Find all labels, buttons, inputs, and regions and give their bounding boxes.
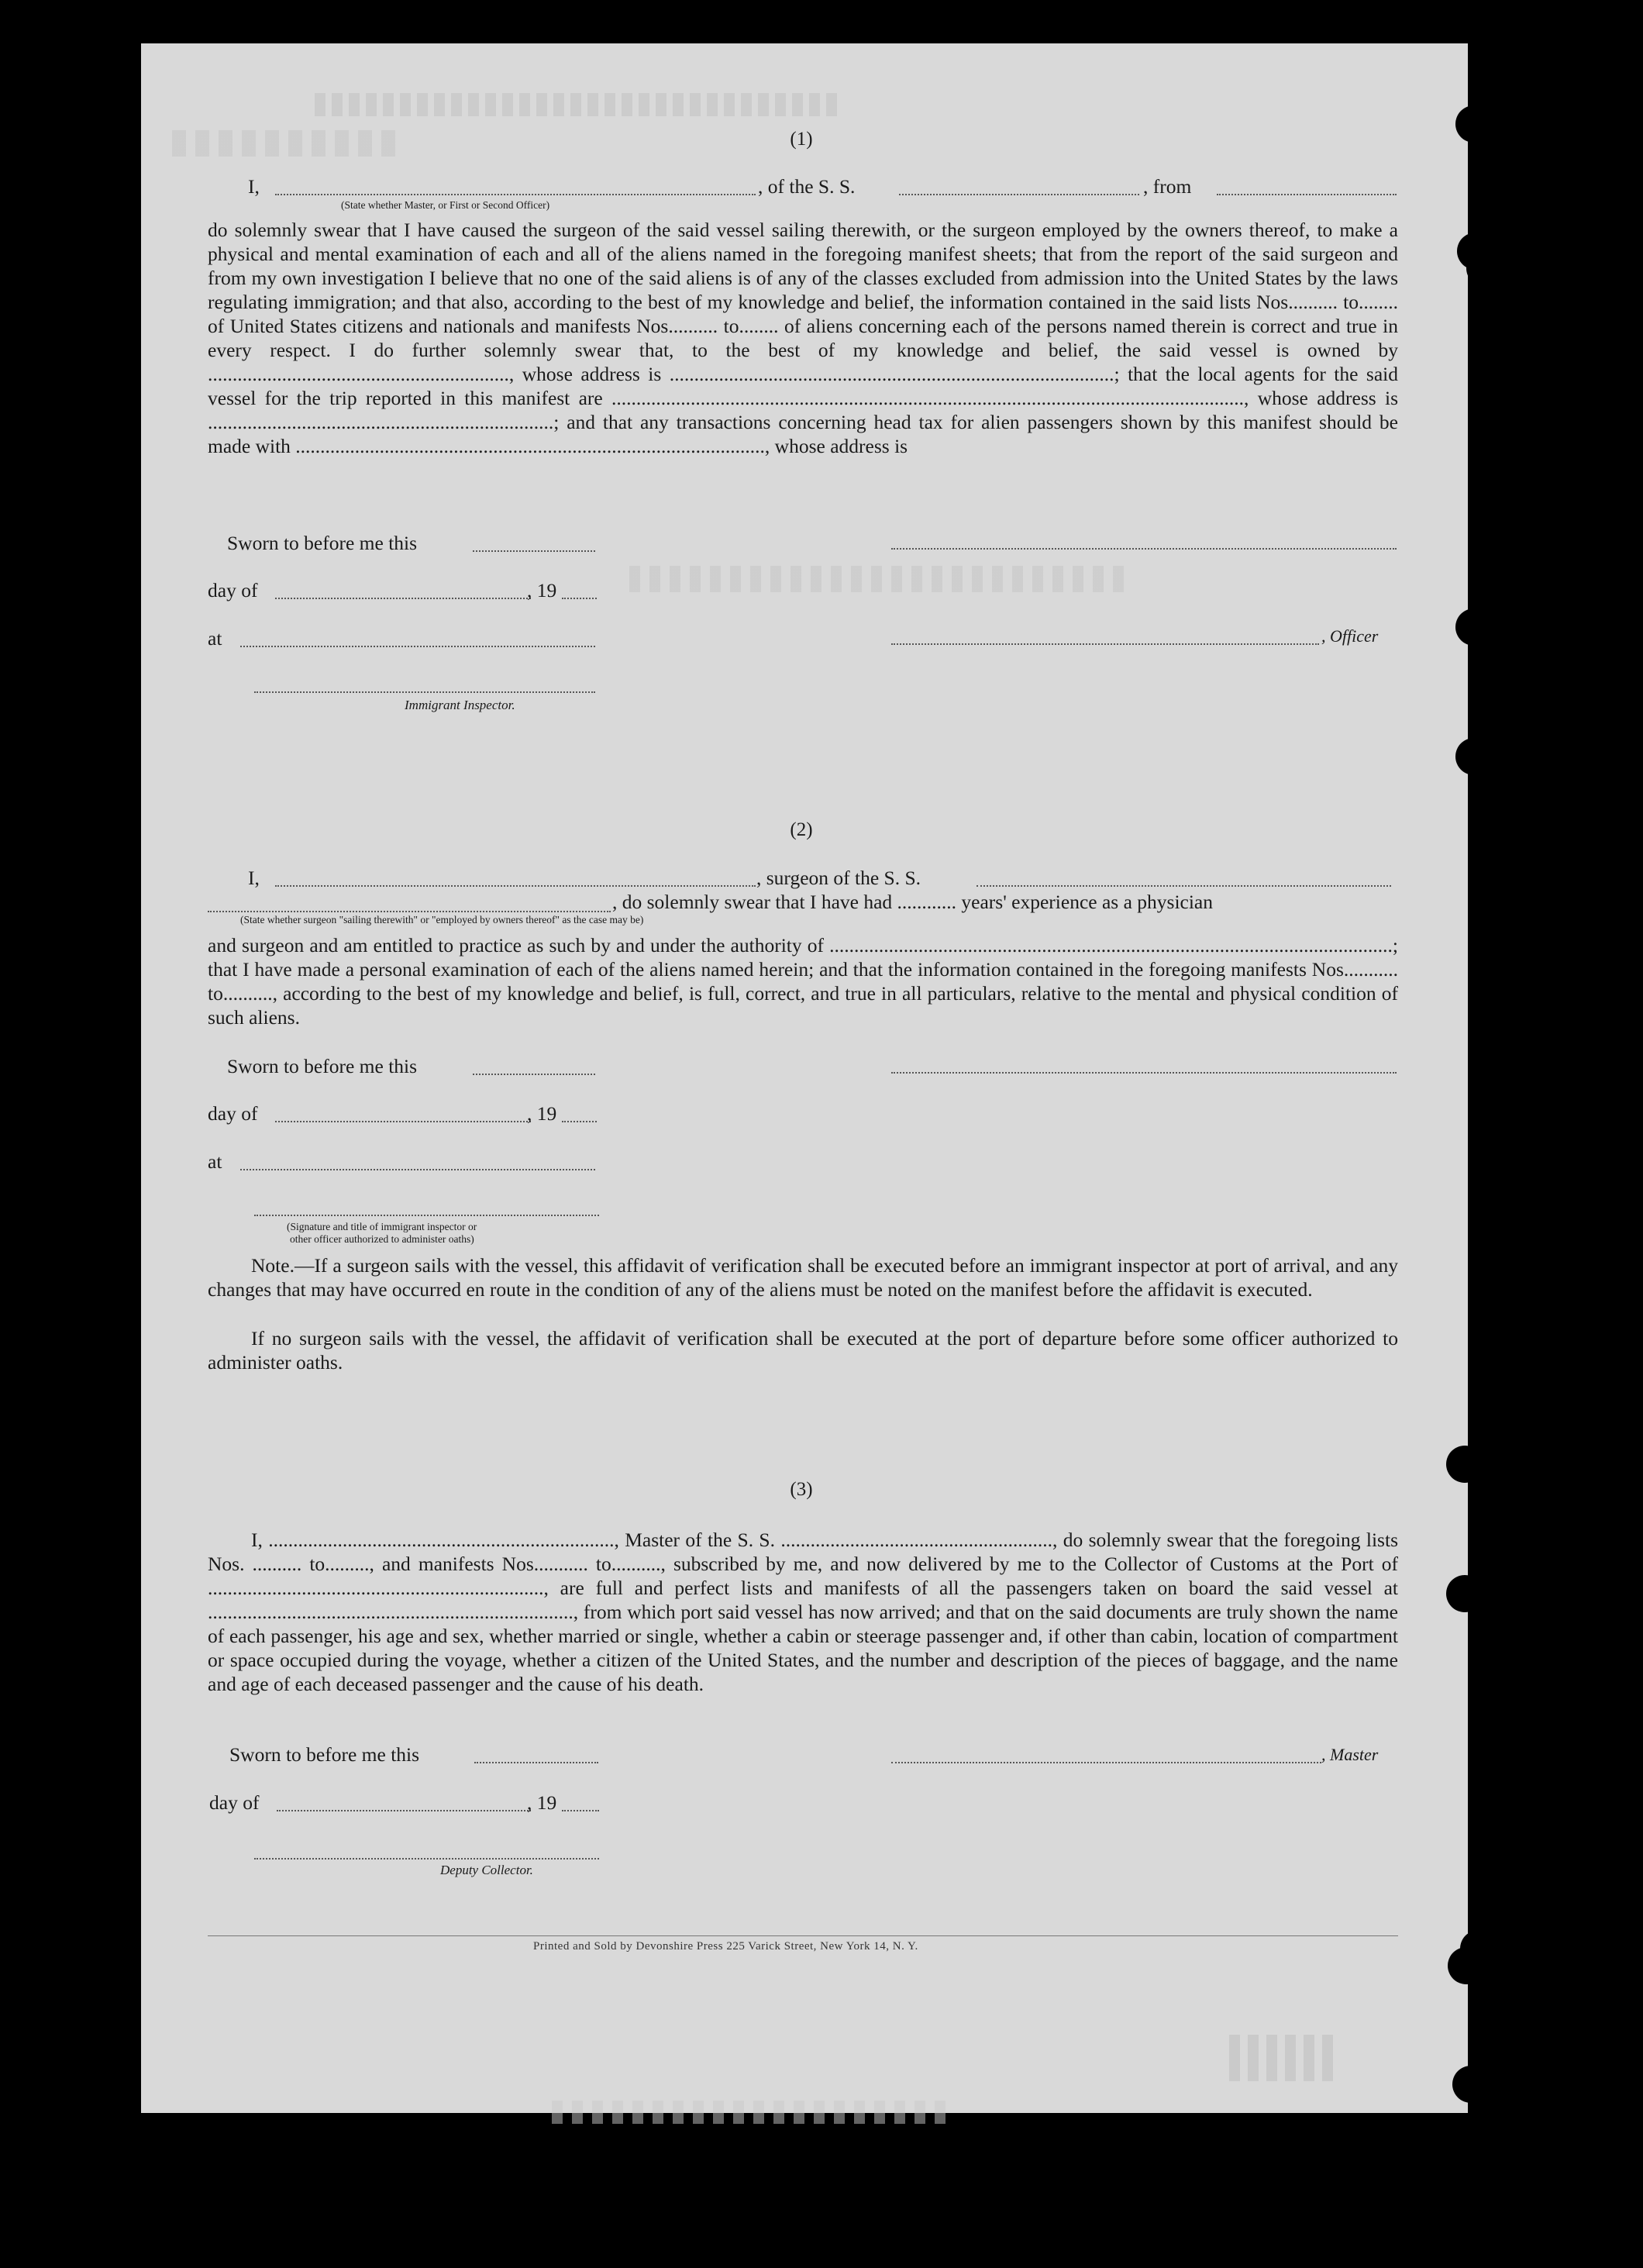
- printer-credit: Printed and Sold by Devonshire Press 225 Varick Street, New York 14, N. Y.: [533, 1940, 918, 1953]
- year-label: , 19: [527, 579, 557, 601]
- binder-hole: [1466, 250, 1504, 287]
- bleed-through-mark: [542, 2101, 946, 2124]
- sworn-date-blank: [473, 1074, 595, 1075]
- signature-caption-line-1: (Signature and title of immigrant inspector or: [287, 1221, 477, 1232]
- year-label: , 19: [527, 1791, 557, 1814]
- bleed-through-mark: [620, 566, 1124, 592]
- binder-hole: [1452, 2066, 1490, 2103]
- section-2-line2: , do solemnly swear that I have had ............ years' experience as a physician: [612, 891, 1213, 913]
- section-1-heading: (1): [790, 129, 813, 150]
- officer-title-blank: [891, 643, 1319, 645]
- day-of-label: day of: [208, 579, 258, 601]
- signature-caption-line-2: other officer authorized to administer oaths): [290, 1233, 474, 1245]
- section-1-line1-prefix: I,: [248, 175, 260, 198]
- at-place-blank: [240, 1169, 595, 1170]
- year-label: , 19: [527, 1102, 557, 1125]
- year-blank: [562, 1810, 599, 1811]
- section-2-note-2: [208, 1326, 1398, 1374]
- section-1-line1-from: , from: [1143, 175, 1192, 198]
- officer-rank-caption: (State whether Master, or First or Second Officer): [341, 199, 550, 211]
- sworn-date-blank: [473, 550, 595, 552]
- section-2-line1-prefix: I,: [248, 867, 260, 889]
- section-3-heading: (3): [790, 1479, 813, 1500]
- binder-hole: [1455, 738, 1493, 775]
- day-of-label: day of: [209, 1791, 260, 1814]
- binder-hole: [1446, 1446, 1483, 1483]
- surgeon-vessel-blank: [976, 885, 1391, 887]
- binder-hole: [1448, 1947, 1485, 1984]
- section-1-line1-vessel: , of the S. S.: [758, 175, 856, 198]
- master-signature-blank: [891, 1762, 1321, 1763]
- sworn-date-blank: [474, 1762, 598, 1763]
- bleed-through-mark: [310, 93, 837, 116]
- binder-hole: [1446, 1575, 1483, 1612]
- surgeon-status-caption: (State whether surgeon "sailing therewith" or "employed by owners thereof" as the case may be): [240, 914, 644, 925]
- section-3-text: I, ......................................................................, Master of the S. S. ......................................................., do solemnly swear that the foregoing lists Nos. .......... to........., and manifests Nos........... to.........., subscribed by me, and now delivered by me to the Collector of Customs at the Port of ...................................................................., are full and perfect lists and manifests of all the passengers taken on board the said vessel at .........................................................................., from which port said vessel has now arrived; and that on the said documents are truly shown the name of each passenger, his age and sex, whether married or single, whether a cabin or steerage passenger and, if other than cabin, location of compartment or space occupied during the voyage, whether a citizen of the United States, and the number and description of the pieces of baggage, and the name and age of each deceased passenger and the cause of his death.: [208, 1529, 1398, 1695]
- immigrant-inspector-label: Immigrant Inspector.: [405, 698, 515, 712]
- port-from-blank: [1217, 194, 1397, 195]
- binder-hole: [1455, 608, 1493, 646]
- note-2-text: If no surgeon sails with the vessel, the affidavit of verification shall be executed at the port of departure before some officer authorized to administer oaths.: [208, 1327, 1398, 1374]
- day-of-label: day of: [208, 1102, 258, 1125]
- year-blank: [562, 1121, 597, 1122]
- footer-divider: [208, 1935, 1398, 1936]
- section-2-oath-text: and surgeon and am entitled to practice as such by and under the authority of ..................................................................................................................; that I have made a personal examination of each of the aliens named herein; and that the information contained in the foregoing manifests Nos........... to.........., according to the best of my knowledge and belief, is full, correct, and true in all particulars, relative to the mental and physical condition of such aliens.: [208, 934, 1398, 1029]
- day-of-blank: [277, 1810, 531, 1811]
- sworn-label: Sworn to before me this: [227, 532, 418, 554]
- at-place-blank: [240, 646, 595, 647]
- surgeon-status-blank: [208, 911, 611, 912]
- master-label: , Master: [1321, 1745, 1379, 1764]
- officer-label: , Officer: [1321, 626, 1379, 646]
- day-of-blank: [275, 598, 531, 599]
- inspector-signature-blank: [254, 691, 595, 693]
- sworn-label: Sworn to before me this: [229, 1743, 420, 1766]
- section-1-oath-text: do solemnly swear that I have caused the surgeon of the said vessel sailing therewith, or the surgeon employed by the owners thereof, to make a physical and mental examination of each and all of the aliens named in the foregoing manifest sheets; that from the report of the said surgeon and from my own investigation I believe that no one of the said aliens is of any of the classes excluded from admission into the United States by the laws regulating immigration; and that also, according to the best of my knowledge and belief, the information contained in the said lists Nos.......... to........ of United States citizens and nationals and manifests Nos.......... to........ of aliens concerning each of the persons named therein is correct and true in every respect. I do further solemnly swear that, to the best of my knowledge and belief, the said vessel is owned by ............................................................., whose address is ..........................................................................................; that the local agents for the said vessel for the trip reported in this manifest are ................................................................................................................................, whose address is ......................................................................; and that any transactions concerning head tax for alien passengers shown by this manifest should be made with ..............................................................................................., whose address is: [208, 219, 1398, 457]
- binder-hole: [1455, 105, 1493, 143]
- section-2-note: [208, 1253, 1398, 1301]
- day-of-blank: [275, 1121, 531, 1122]
- surgeon-name-blank: [275, 885, 756, 887]
- collector-signature-blank: [254, 1858, 599, 1860]
- surgeon-signature-blank: [891, 1072, 1397, 1074]
- note-text: Note.—If a surgeon sails with the vessel, this affidavit of verification shall be executed before an immigrant inspector at port of arrival, and any changes that may have occurred en route in the condition of any of the aliens must be noted on the manifest before the affidavit is executed.: [208, 1254, 1398, 1301]
- bleed-through-mark: [1224, 2035, 1333, 2081]
- section-2-heading: (2): [790, 819, 813, 840]
- deputy-collector-label: Deputy Collector.: [440, 1863, 533, 1877]
- sworn-label: Sworn to before me this: [227, 1055, 418, 1077]
- section-2-line1-vessel: , surgeon of the S. S.: [756, 867, 921, 889]
- binder-hole: [1471, 1087, 1508, 1125]
- officer-signature-blank: [891, 548, 1397, 550]
- at-label: at: [208, 627, 222, 650]
- vessel-name-blank: [899, 194, 1139, 195]
- at-label: at: [208, 1150, 222, 1173]
- bleed-through-mark: [163, 130, 395, 157]
- year-blank: [562, 598, 597, 599]
- officer-name-blank: [275, 194, 756, 195]
- inspector-signature-blank: [254, 1215, 599, 1216]
- section-3-oath-text: [208, 1528, 1398, 1696]
